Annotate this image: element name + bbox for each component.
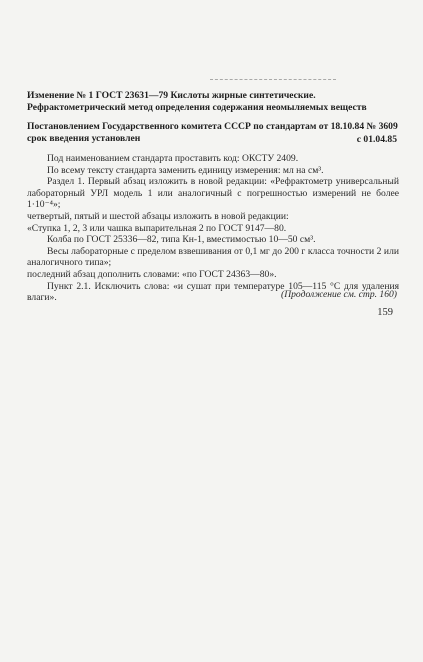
paragraph: Весы лабораторные с пределом взвешивания от 0,1 мг до 200 г класса точности 2 или аналогичного типа»;: [27, 245, 399, 269]
paragraph: четвертый, пятый и шестой абзацы изложить в новой редакции:: [27, 210, 289, 222]
body-text: [27, 153, 399, 304]
amendment-title: Изменение № 1 ГОСТ 23631—79 Кислоты жирные синтетические. Рефрактометрический метод определения содержания неомыляемых веществ: [27, 90, 367, 113]
page-number: 159: [377, 307, 393, 318]
paragraph: последний абзац дополнить словами: «по ГОСТ 24363—80».: [27, 268, 277, 280]
decree-text: Постановлением Государственного комитета СССР по стандартам от 18.10.84 № 3609 срок введения установлен: [27, 121, 398, 144]
paragraph: Под наименованием стандарта проставить код: ОКСТУ 2409.: [47, 153, 299, 164]
paragraph: Раздел 1. Первый абзац изложить в новой редакции: «Рефрактометр универсальный лабораторный УРЛ модель 1 или аналогичный с погрешностью измерений не более 1·10⁻⁴»;: [27, 176, 399, 211]
top-rule: [210, 79, 336, 80]
paragraph: «Ступка 1, 2, 3 или чашка выпарительная 2 по ГОСТ 9147—80.: [27, 222, 287, 234]
paragraph: По всему тексту стандарта заменить единицу измерения: мл на см³.: [47, 164, 324, 176]
paragraph: Пункт 2.1. Исключить слова: «и сушат при температуре 105—115 °С для удаления влаги».: [27, 280, 399, 304]
paragraph: Колба по ГОСТ 25336—82, типа Кн-1, вместимостью 10—50 см³.: [47, 234, 316, 246]
continuation-note: (Продолжение см. стр. 160): [281, 289, 397, 300]
effective-date: с 01.04.85: [356, 134, 397, 145]
